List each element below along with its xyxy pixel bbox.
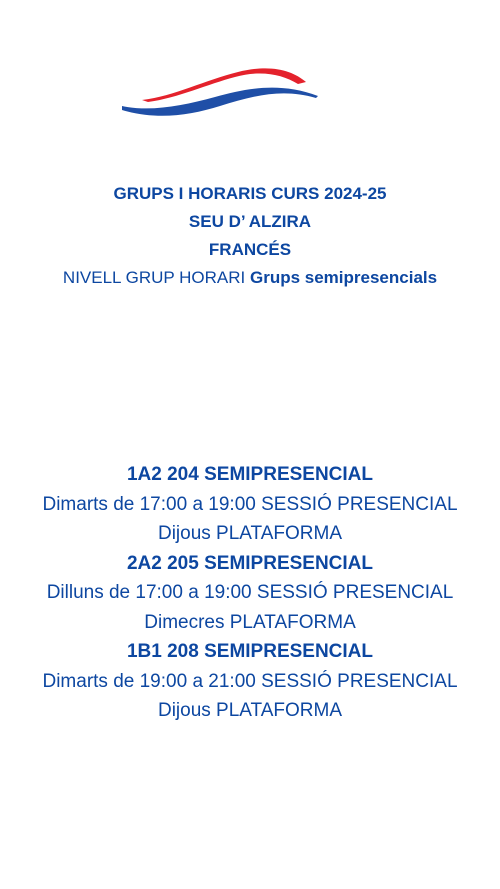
group-schedule: Dimarts de 19:00 a 21:00 SESSIÓ PRESENCIAL (42, 670, 458, 692)
group-title: 1B1 208 SEMIPRESENCIAL (126, 641, 374, 662)
flag-wave-blue-band (122, 88, 318, 116)
flag-wave-graphic (120, 62, 324, 122)
group-item (0, 637, 500, 726)
language-name: FRANCÉS (208, 240, 292, 259)
group-schedule: Dimarts de 17:00 a 19:00 SESSIÓ PRESENCIAL (42, 493, 458, 515)
group-item (0, 549, 500, 638)
flag-wave-icon (120, 62, 324, 122)
level-bold: Grups semipresencials (249, 268, 438, 287)
group-platform: Dijous PLATAFORMA (157, 523, 343, 544)
header (0, 180, 500, 292)
level-line (0, 264, 500, 292)
campus-name: SEU D’ ALZIRA (188, 212, 312, 231)
group-title: 2A2 205 SEMIPRESENCIAL (126, 552, 374, 574)
course-title: GRUPS I HORARIS CURS 2024-25 (113, 184, 387, 203)
group-title: 1A2 204 SEMIPRESENCIAL (126, 464, 374, 485)
group-platform: Dimecres PLATAFORMA (144, 611, 356, 633)
group-schedule: Dilluns de 17:00 a 19:00 SESSIÓ PRESENCIAL (46, 582, 454, 603)
group-list (0, 460, 500, 726)
group-platform: Dijous PLATAFORMA (157, 700, 343, 721)
level-prefix: NIVELL GRUP HORARI (62, 268, 250, 287)
group-item (0, 460, 500, 549)
